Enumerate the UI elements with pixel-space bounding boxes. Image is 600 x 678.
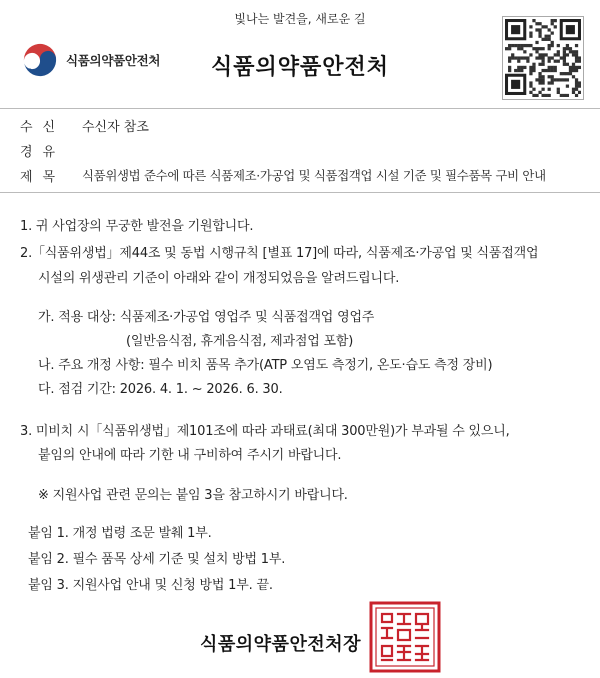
logo-text: 식품의약품안전처 <box>66 53 161 68</box>
paragraph-3-line-2: 붙임의 안내에 따라 기한 내 구비하여 주시기 바랍니다. <box>38 448 342 463</box>
item-ga-line-1: 가. 적용 대상: 식품제조·가공업 영업주 및 식품접객업 영업주 <box>38 310 375 325</box>
organization-title: 식품의약품안전처 <box>210 55 390 80</box>
meta-row-via <box>20 141 82 160</box>
paragraph-2-line-1: 2.「식품위생법」제44조 및 동법 시행규칙 [별표 17]에 따라, 식품제조·가공업 및 식품접객업 <box>20 246 539 261</box>
slogan: 빛나는 발견을, 새로운 길 <box>234 12 366 26</box>
reference-note: ※ 지원사업 관련 문의는 붙임 3을 참고하시기 바랍니다. <box>38 488 348 503</box>
meta-row-subject <box>20 166 546 185</box>
meta-value: 수신자 참조 <box>82 120 149 135</box>
official-seal-icon <box>368 600 442 674</box>
item-da: 다. 점검 기간: 2026. 4. 1. ~ 2026. 6. 30. <box>38 382 283 397</box>
meta-key: 제목 <box>20 170 66 185</box>
meta-divider <box>0 192 600 193</box>
attachment-2: 붙임 2. 필수 품목 상세 기준 및 설치 방법 1부. <box>28 552 286 567</box>
header-divider <box>0 108 600 109</box>
meta-key: 경유 <box>20 145 66 160</box>
attachment-1: 붙임 1. 개정 법령 조문 발췌 1부. <box>28 526 212 541</box>
meta-key: 수신 <box>20 120 66 135</box>
meta-row-recipient <box>20 116 149 135</box>
signature-title: 식품의약품안전처장 <box>200 634 361 655</box>
item-ga-line-2: (일반음식점, 휴게음식점, 제과점업 포함) <box>126 334 354 349</box>
paragraph-2-line-2: 시설의 위생관리 기준이 아래와 같이 개정되었음을 알려드립니다. <box>38 271 400 286</box>
item-na: 나. 주요 개정 사항: 필수 비치 품목 추가(ATP 오염도 측정기, 온도·습도 측정 장비) <box>38 358 493 373</box>
paragraph-1: 1. 귀 사업장의 무궁한 발전을 기원합니다. <box>20 219 254 234</box>
attachment-3: 붙임 3. 지원사업 안내 및 신청 방법 1부. 끝. <box>28 578 273 593</box>
paragraph-3-line-1: 3. 미비치 시「식품위생법」제101조에 따라 과태료(최대 300만원)가 부과될 수 있으니, <box>20 424 510 439</box>
meta-value: 식품위생법 준수에 따른 식품제조·가공업 및 식품접객업 시설 기준 및 필수품목 구비 안내 <box>82 168 546 183</box>
qr-code-icon <box>502 16 584 100</box>
